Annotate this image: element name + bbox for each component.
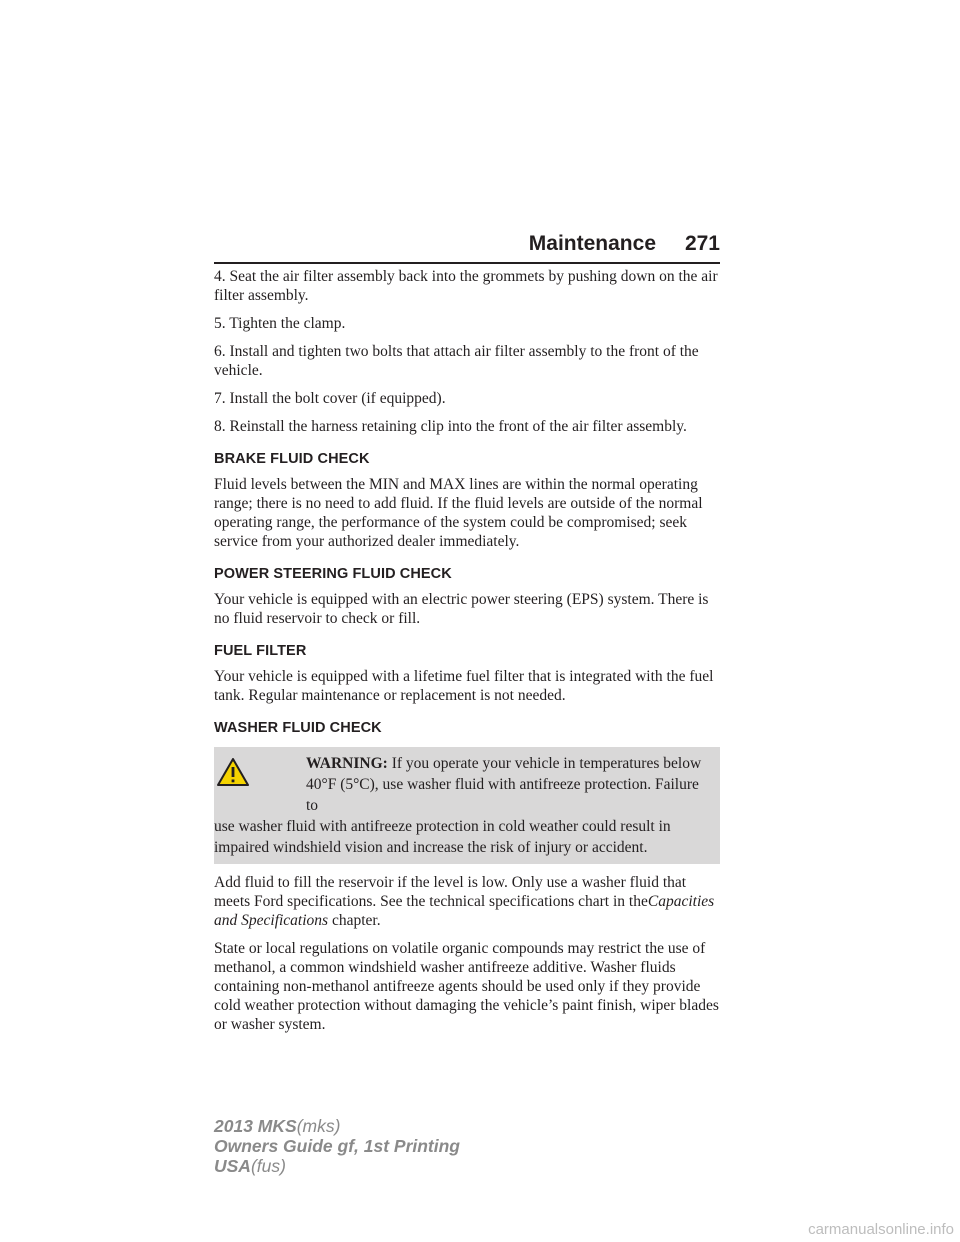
- footer-model-code: (mks): [296, 1116, 341, 1136]
- step-4: 4. Seat the air filter assembly back into the grommets by pushing down on the air filter assembly.: [214, 268, 718, 304]
- brake-fluid-text: Fluid levels between the MIN and MAX lines are within the normal operating range; there is no need to add fluid. If the fluid levels are outside of the normal operating range, the performance of the system could be compromised; seek service from your authorized dealer immediately.: [214, 476, 703, 550]
- step-6: 6. Install and tighten two bolts that attach air filter assembly to the front of the vehicle.: [214, 343, 699, 379]
- step-7: 7. Install the bolt cover (if equipped).: [214, 390, 446, 407]
- footer-market-code: (fus): [250, 1156, 286, 1176]
- warning-box: [214, 747, 720, 864]
- brake-fluid-heading: BRAKE FLUID CHECK: [214, 451, 370, 467]
- footer-market: USA: [214, 1156, 251, 1176]
- step-5: 5. Tighten the clamp.: [214, 315, 346, 332]
- washer-fluid-text-2: State or local regulations on volatile organic compounds may restrict the use of methanol, a common windshield washer antifreeze additive. Washer fluids containing non-methanol antifreeze agents should be used only if they provide cold weather protection without damaging the vehicle’s paint finish, wiper blades or washer system.: [214, 940, 719, 1033]
- page-header: [214, 228, 720, 264]
- page-content: [214, 267, 720, 1043]
- warning-triangle-icon: [216, 757, 250, 787]
- fuel-filter-heading: FUEL FILTER: [214, 643, 307, 659]
- washer-fluid-text-1-start: Add fluid to fill the reservoir if the level is low. Only use a washer fluid that meets Ford specifications. See the technical specifications chart in the: [214, 874, 687, 910]
- footer-line-1: [214, 1116, 460, 1136]
- warning-lead-text: If you operate your vehicle in temperatures below 40°F (5°C), use washer fluid with antifreeze protection. Failure to: [306, 755, 702, 814]
- watermark: carmanualsonline.info: [808, 1221, 954, 1238]
- power-steering-heading: POWER STEERING FLUID CHECK: [214, 566, 452, 582]
- footer-line-2: [214, 1136, 460, 1156]
- page-number: 271: [684, 232, 720, 255]
- warning-label: WARNING:: [306, 755, 388, 772]
- step-8: 8. Reinstall the harness retaining clip into the front of the air filter assembly.: [214, 418, 687, 435]
- washer-fluid-text-1: [214, 873, 720, 930]
- warning-rest-text: use washer fluid with antifreeze protection in cold weather could result in impaired windshield vision and increase the risk of injury or accident.: [214, 818, 671, 856]
- header-rule: [214, 262, 720, 264]
- footer-line-3: [214, 1156, 460, 1176]
- capacities-chapter-reference: Capacities and Specifications: [214, 893, 715, 929]
- fuel-filter-text: Your vehicle is equipped with a lifetime fuel filter that is integrated with the fuel tank. Regular maintenance or replacement is not needed.: [214, 668, 714, 704]
- washer-fluid-text-1-end: chapter.: [328, 912, 381, 929]
- footer-model: 2013 MKS: [214, 1116, 297, 1136]
- footer-guide: Owners Guide gf, 1st Printing: [214, 1136, 460, 1156]
- section-title: Maintenance: [528, 232, 656, 255]
- page-footer: [214, 1116, 460, 1176]
- warning-lead: [214, 753, 714, 816]
- washer-fluid-heading: WASHER FLUID CHECK: [214, 720, 382, 736]
- power-steering-text: Your vehicle is equipped with an electric power steering (EPS) system. There is no fluid reservoir to check or fill.: [214, 591, 709, 627]
